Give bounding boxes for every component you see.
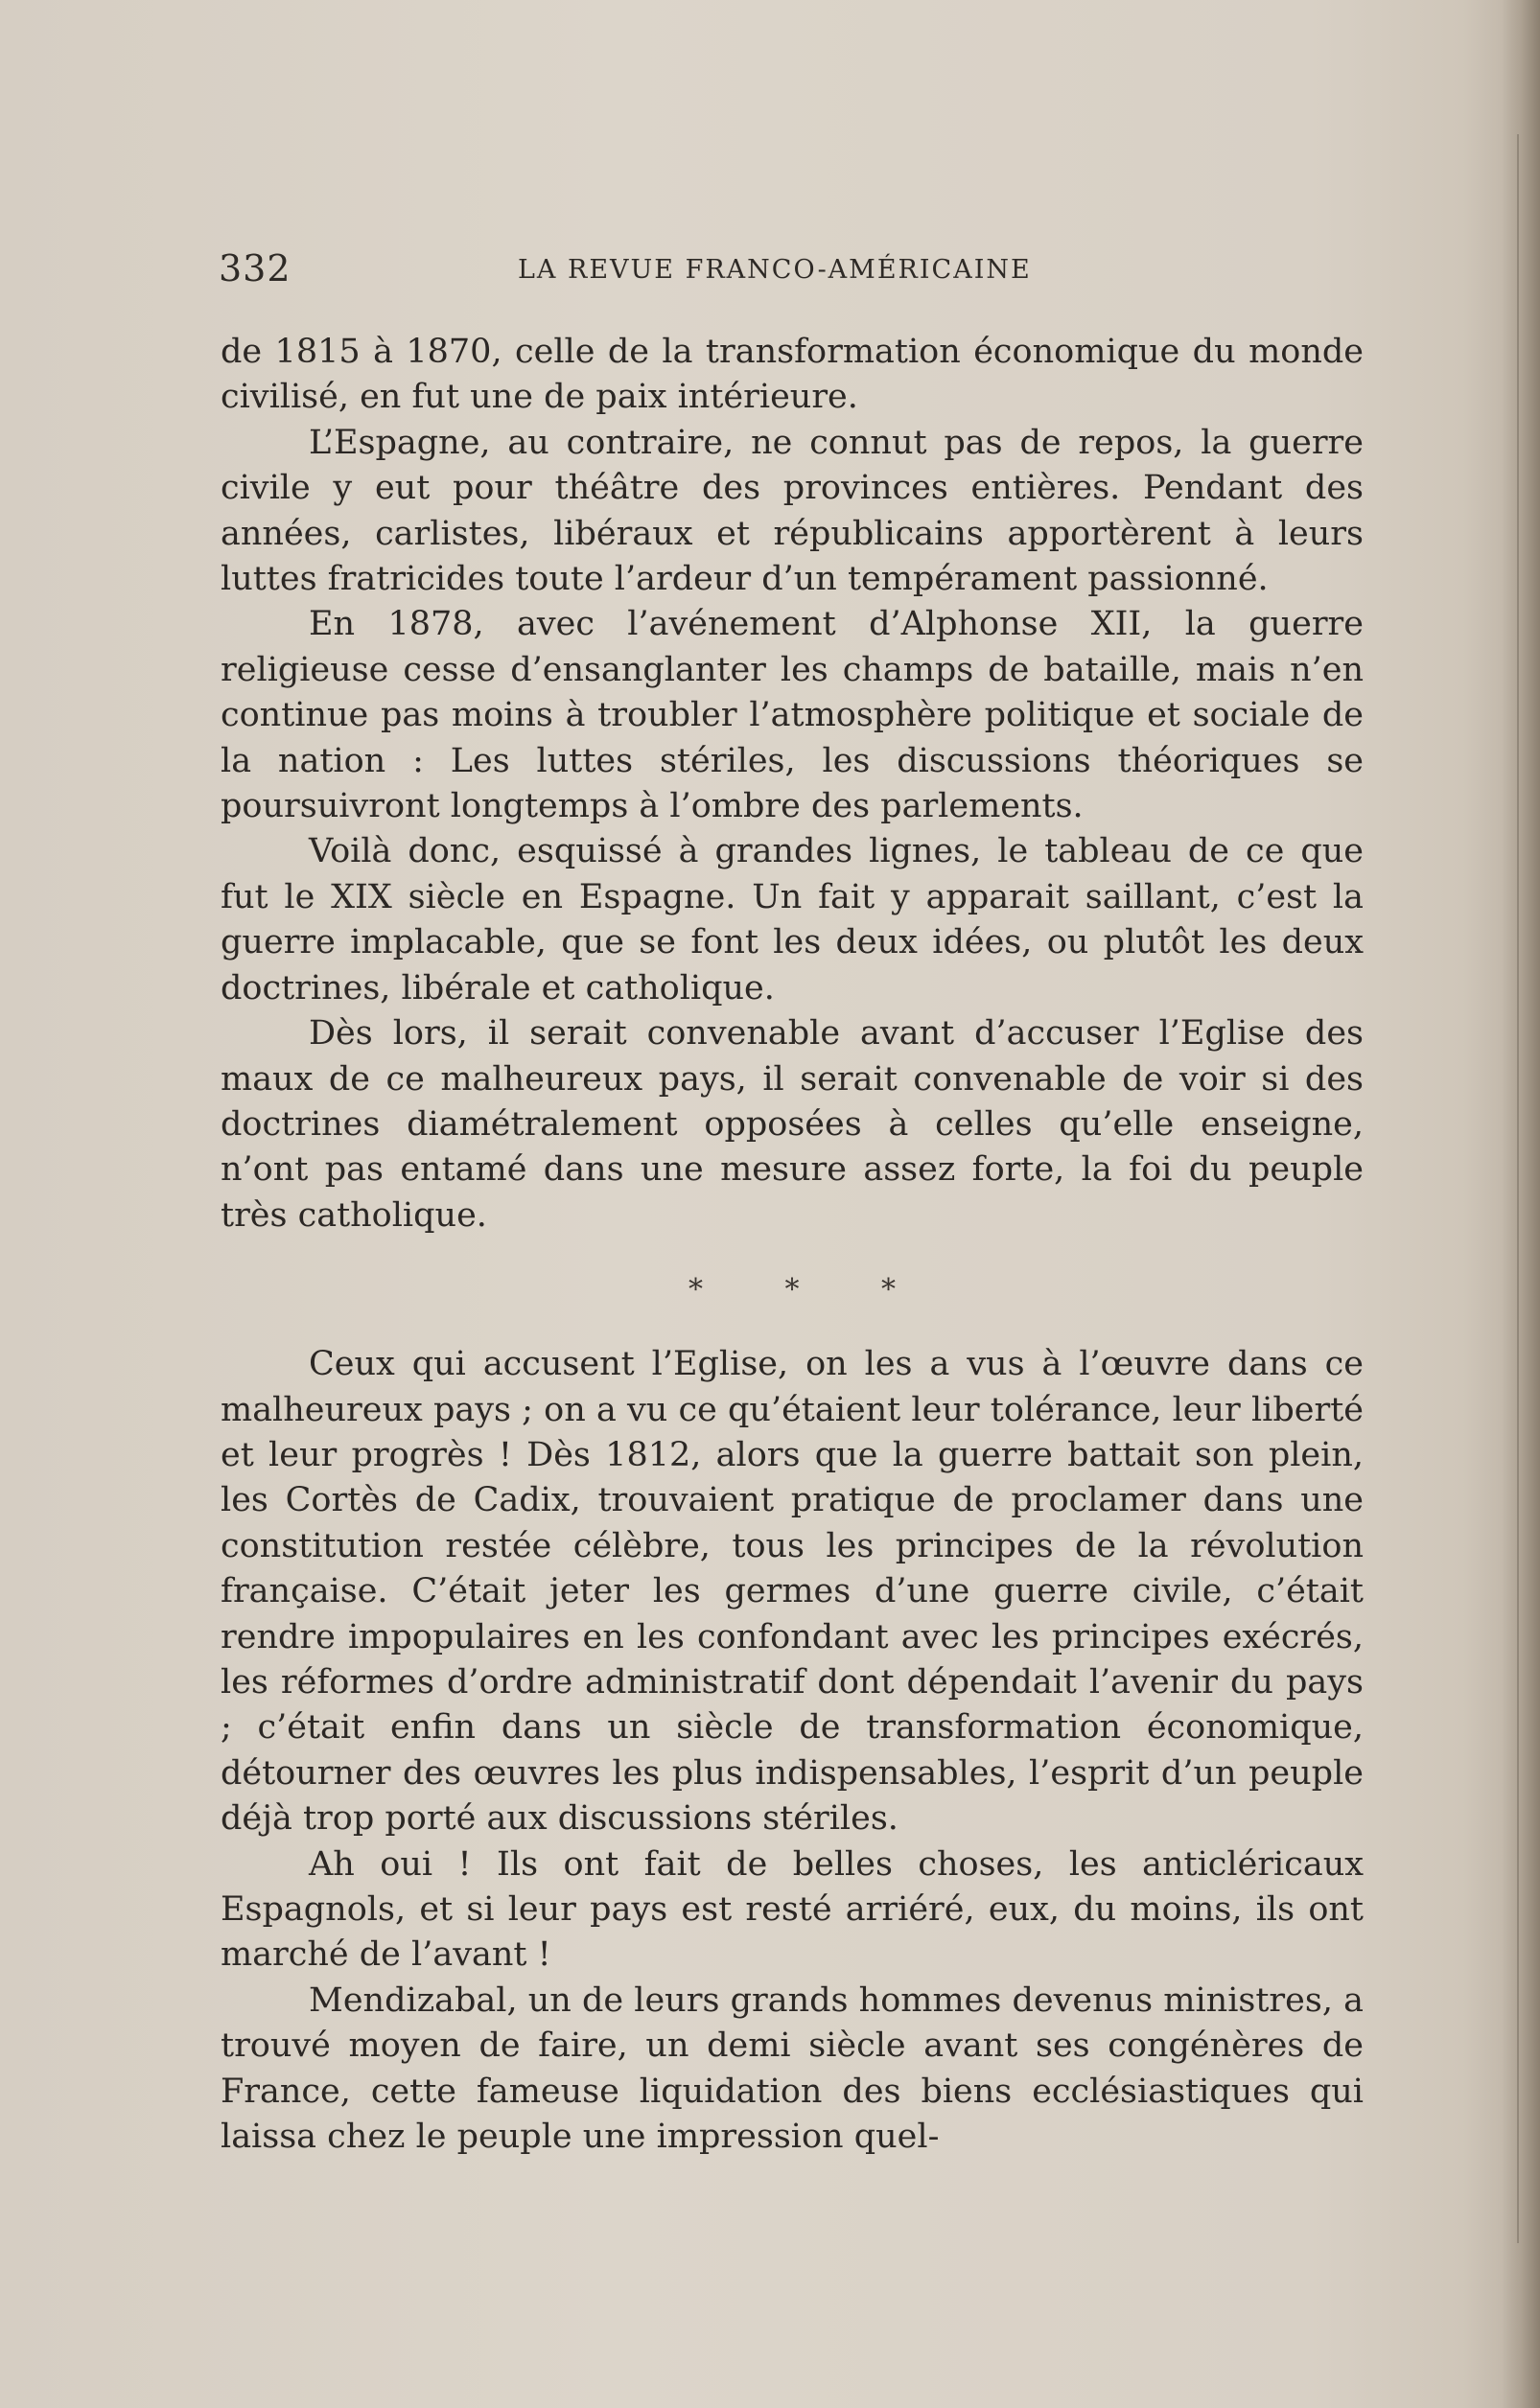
page-number: 332	[219, 247, 292, 289]
running-title: LA REVUE FRANCO-AMÉRICAINE	[518, 255, 1032, 285]
body-text	[221, 330, 1364, 2160]
paragraph: L’Espagne, au contraire, ne connut pas de repos, la guerre civile y eut pour théâtre des provinces entières. Pendant des années, carlistes, libéraux et républicains apportèrent à leurs luttes fratricides toute l’ardeur d’un tempérament passionné.	[221, 423, 1364, 599]
paragraph: Ceux qui accusent l’Eglise, on les a vus à l’œuvre dans ce malheureux pays ; on a vu ce qu’étaient leur tolérance, leur liberté et leur progrès ! Dès 1812, alors que la guerre battait son plein, les Cortès de Cadix, trouvaient pratique de proclamer dans une constitution restée célèbre, tous les principes de la révolution française. C’était jeter les germes d’une guerre civile, c’était rendre impopulaires en les confondant avec les principes exécrés, les réformes d’ordre administratif dont dépendait l’avenir du pays ; c’était enfin dans un siècle de transformation économique, détourner des œuvres les plus indispensables, l’esprit d’un peuple déjà trop porté aux discussions stériles.	[221, 1345, 1364, 1839]
paragraph: Voilà donc, esquissé à grandes lignes, le tableau de ce que fut le XIX siècle en Espagne. Un fait y apparait saillant, c’est la guerre implacable, que se font les deux idées, ou plutôt les deux doctrines, libérale et catholique.	[221, 832, 1364, 1007]
page-edge-line	[1517, 134, 1519, 2243]
page-header	[219, 247, 1360, 295]
paragraph-continued: de 1815 à 1870, celle de la transformation économique du monde civilisé, en fut une de paix intérieure.	[221, 333, 1364, 417]
page-edge-shadow	[1502, 0, 1540, 2408]
paragraph: En 1878, avec l’avénement d’Alphonse XII, la guerre religieuse cesse d’ensanglanter les champs de bataille, mais n’en continue pas moins à troubler l’atmosphère politique et sociale de la nation : Les luttes stériles, les discussions théoriques se poursuivront longtemps à l’ombre des parlements.	[221, 605, 1364, 826]
section-separator: * * *	[688, 1273, 933, 1308]
paragraph: Dès lors, il serait convenable avant d’accuser l’Eglise des maux de ce malheureux pays, il serait convenable de voir si des doctrines diamétralement opposées à celles qu’elle enseigne, n’ont pas entamé dans une mesure assez forte, la foi du peuple très catholique.	[221, 1014, 1364, 1235]
paragraph: Ah oui ! Ils ont fait de belles choses, les anticléricaux Espagnols, et si leur pays est resté arriéré, eux, du moins, ils ont marché de l’avant !	[221, 1844, 1364, 1975]
paragraph: Mendizabal, un de leurs grands hommes devenus ministres, a trouvé moyen de faire, un demi siècle avant ses congénères de France, cette fameuse liquidation des biens ecclésiastiques qui laissa chez le peuple une impression quel-	[221, 1980, 1364, 2157]
